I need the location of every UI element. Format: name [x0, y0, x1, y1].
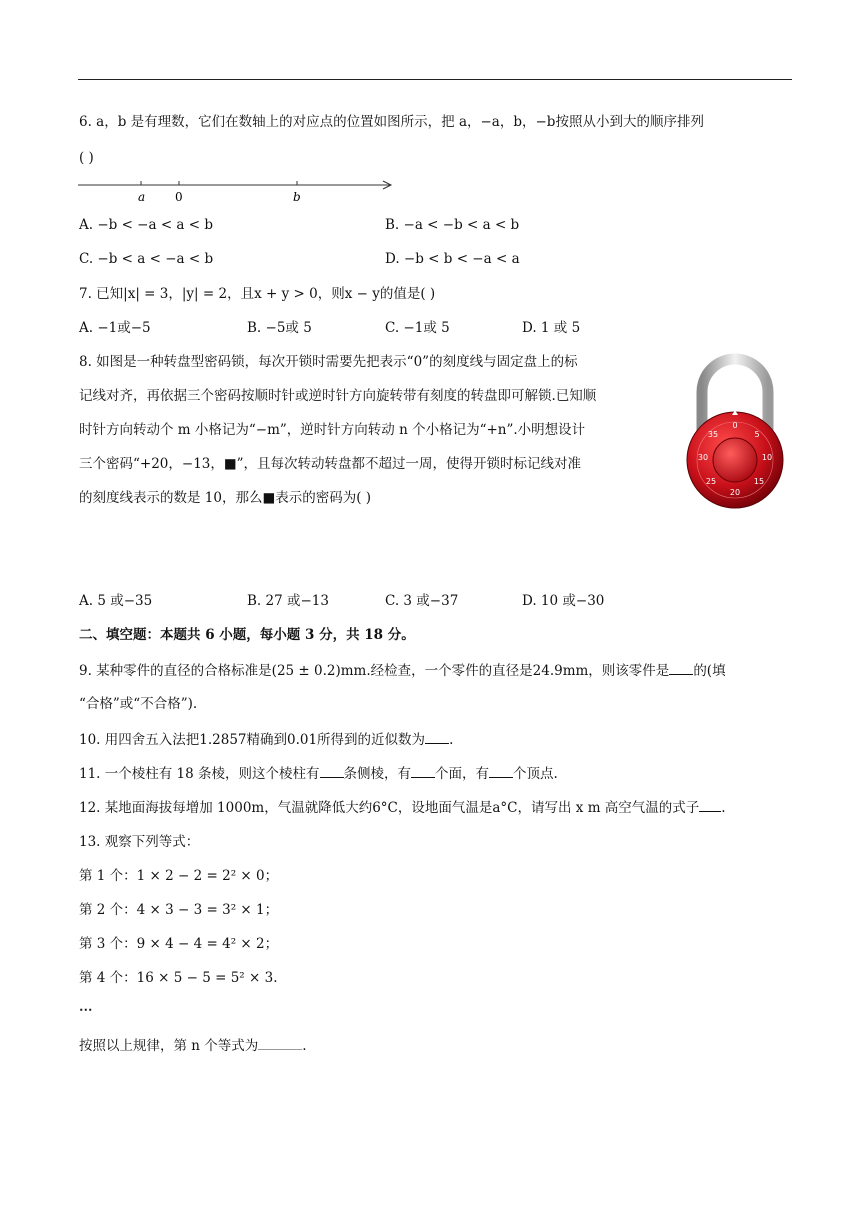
q8-option-c: C. 3 或−37: [385, 593, 459, 609]
q13-dots: ⋯: [79, 1002, 93, 1018]
dial-num-20: 20: [729, 488, 741, 497]
q12-blank[interactable]: [699, 797, 721, 812]
q9-line-1: [79, 660, 726, 681]
label-a: a: [138, 190, 146, 204]
dial-num-10: 10: [761, 453, 773, 462]
q10-blank[interactable]: [425, 729, 449, 744]
dial-num-25: 25: [705, 477, 717, 486]
q8-option-b: B. 27 或−13: [247, 593, 329, 609]
q11-text-3: 个面，有: [435, 766, 490, 782]
q8-line-2: 记线对齐，再依据三个密码按顺时针或逆时针方向旋转带有刻度的转盘即可解锁.已知顺: [79, 388, 597, 404]
q6-option-a: A. −b < −a < a < b: [79, 217, 214, 233]
q12-text-a: 12. 某地面海拔每增加 1000m，气温就降低大约6°C，设地面气温是a°C，请写出 x m 高空气温的式子: [79, 800, 700, 816]
q9-blank[interactable]: [669, 660, 693, 675]
q7-stem: 7. 已知|x| = 3，|y| = 2，且x + y > 0，则x − y的值是( ): [79, 286, 436, 302]
q13-blank[interactable]: [258, 1035, 302, 1050]
q11-text-2: 条侧棱，有: [343, 766, 412, 782]
q7-option-d: D. 1 或 5: [522, 320, 581, 336]
dial-num-30: 30: [697, 453, 709, 462]
q8-line-4: 三个密码“+20，−13，■”，且每次转动转盘都不超过一周，使得开锁时标记线对准: [79, 456, 582, 472]
label-b: b: [293, 190, 301, 204]
q8-line-5: 的刻度线表示的数是 10，那么■表示的密码为( ): [79, 490, 372, 506]
q13-eq-1: 第 1 个：1 × 2 − 2 = 2² × 0；: [79, 868, 279, 884]
q11-line: [79, 763, 558, 784]
q10-text-b: .: [449, 732, 454, 748]
q9-line-2: “合格”或“不合格”).: [79, 696, 198, 712]
dial-num-5: 5: [754, 430, 760, 439]
q11-blank-3[interactable]: [489, 763, 513, 778]
q8-option-d: D. 10 或−30: [522, 593, 605, 609]
number-line-figure: [78, 176, 398, 206]
q7-option-b: B. −5或 5: [247, 320, 312, 336]
q8-line-1: 8. 如图是一种转盘型密码锁，每次开锁时需要先把表示“0”的刻度线与固定盘上的标: [79, 354, 578, 370]
q10-line: [79, 729, 453, 750]
q6-option-c: C. −b < a < −a < b: [79, 251, 214, 267]
dial-num-35: 35: [707, 430, 719, 439]
dial-num-0: 0: [732, 421, 738, 430]
q11-blank-1[interactable]: [320, 763, 344, 778]
q13-eq-2: 第 2 个：4 × 3 − 3 = 3² × 1；: [79, 902, 279, 918]
q6-stem-line1: 6. a，b 是有理数，它们在数轴上的对应点的位置如图所示，把 a，−a，b，−b按照从小到大的顺序排列: [79, 114, 704, 130]
dial-knob: [713, 438, 757, 482]
q13-eq-4: 第 4 个：16 × 5 − 5 = 5² × 3.: [79, 970, 278, 986]
q6-option-b: B. −a < −b < a < b: [385, 217, 520, 233]
label-0: 0: [175, 190, 183, 204]
q9-text-a: 9. 某种零件的直径的合格标准是(25 ± 0.2)mm.经检查，一个零件的直径是24.9mm，则该零件是: [79, 663, 670, 679]
q13-stem: 13. 观察下列等式：: [79, 834, 200, 850]
q9-text-b: 的(填: [693, 663, 726, 679]
padlock-image: [680, 352, 790, 512]
q7-option-a: A. −1或−5: [79, 320, 151, 336]
section-title: 二、填空题：本题共 6 小题，每小题 3 分，共 18 分。: [79, 627, 415, 643]
q12-text-b: .: [721, 800, 726, 816]
q11-blank-2[interactable]: [411, 763, 435, 778]
q8-line-3: 时针方向转动个 m 小格记为“−m”，逆时针方向转动 n 个小格记为“+n”.小明想设计: [79, 422, 586, 438]
q11-text-1: 11. 一个棱柱有 18 条棱，则这个棱柱有: [79, 766, 320, 782]
header-rule: [78, 79, 792, 80]
dial-num-15: 15: [753, 477, 765, 486]
q10-text-a: 10. 用四舍五入法把1.2857精确到0.01所得到的近似数为: [79, 732, 426, 748]
q8-option-a: A. 5 或−35: [79, 593, 153, 609]
q6-option-d: D. −b < b < −a < a: [385, 251, 520, 267]
q13-final: [79, 1035, 307, 1056]
q13-final-text-a: 按照以上规律，第 n 个等式为: [79, 1038, 259, 1054]
q12-line: [79, 797, 726, 818]
q13-eq-3: 第 3 个：9 × 4 − 4 = 4² × 2；: [79, 936, 279, 952]
q6-stem-line2: ( ): [79, 150, 94, 166]
q13-final-text-b: .: [302, 1038, 307, 1054]
q7-option-c: C. −1或 5: [385, 320, 450, 336]
q11-text-4: 个顶点.: [513, 766, 558, 782]
